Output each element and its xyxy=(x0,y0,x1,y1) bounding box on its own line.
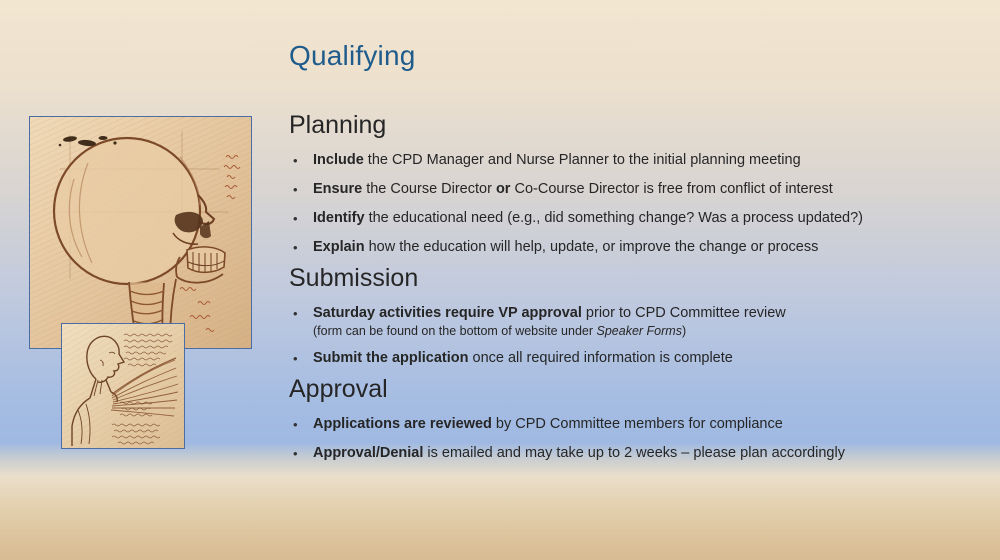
slide-title: Qualifying xyxy=(289,40,416,71)
text-segment: how the education will help, update, or improve the change or process xyxy=(364,239,819,255)
bullet-marker: • xyxy=(293,153,298,168)
bullet-text xyxy=(313,415,961,434)
slide-content xyxy=(289,40,961,463)
text-segment: or xyxy=(495,181,511,197)
skull-sketch-graphic xyxy=(30,117,251,348)
bullet-item xyxy=(289,444,961,463)
bullet-body xyxy=(313,349,961,368)
bullet-body xyxy=(313,444,961,463)
anatomy-sketch-graphic xyxy=(62,324,184,448)
bullet-marker: • xyxy=(293,240,298,255)
text-segment: Identify xyxy=(313,210,365,226)
text-segment: the Course Director xyxy=(362,181,496,197)
bullet-body xyxy=(313,151,961,170)
bullet-text xyxy=(313,151,961,170)
text-segment: Explain xyxy=(313,239,365,255)
bullet-body xyxy=(313,180,961,199)
bullet-marker: • xyxy=(293,306,298,321)
bullet-text xyxy=(313,209,961,228)
section-heading: Planning xyxy=(289,111,387,139)
bullet-body xyxy=(313,238,961,257)
bullet-marker: • xyxy=(293,211,298,226)
bullet-text xyxy=(313,304,961,323)
davinci-skull-image xyxy=(29,116,252,349)
text-segment: Approval/Denial xyxy=(313,445,424,461)
text-segment: by CPD Committee members for compliance xyxy=(491,416,783,432)
bullet-text xyxy=(313,238,961,257)
text-segment: Submit the application xyxy=(313,350,469,366)
bullet-marker: • xyxy=(293,351,298,366)
section-heading: Submission xyxy=(289,264,419,292)
text-segment: prior to CPD Committee review xyxy=(581,305,786,321)
text-segment: is emailed and may take up to 2 weeks – please plan accordingly xyxy=(423,445,845,461)
bullet-item xyxy=(289,180,961,199)
bullet-item xyxy=(289,415,961,434)
text-segment: Include xyxy=(313,152,364,168)
bullet-item xyxy=(289,304,961,339)
bullet-list xyxy=(289,151,961,257)
text-segment: Co-Course Director is free from conflict of interest xyxy=(510,181,833,197)
bullet-body xyxy=(313,304,961,339)
text-segment: Applications are reviewed xyxy=(313,416,492,432)
bullet-list xyxy=(289,415,961,463)
bullet-item xyxy=(289,151,961,170)
bullet-list xyxy=(289,304,961,368)
bullet-marker: • xyxy=(293,446,298,461)
text-segment: Saturday activities require VP approval xyxy=(313,305,582,321)
sections xyxy=(289,110,961,463)
bullet-item xyxy=(289,349,961,368)
davinci-anatomy-image xyxy=(61,323,185,449)
text-segment: Ensure xyxy=(313,181,363,197)
bullet-text xyxy=(313,349,961,368)
bullet-marker: • xyxy=(293,182,298,197)
text-segment: Speaker Forms xyxy=(596,324,682,338)
text-segment: (form can be found on the bottom of website under xyxy=(313,324,597,338)
bullet-text xyxy=(313,180,961,199)
bullet-subtext xyxy=(313,323,961,339)
bullet-body xyxy=(313,415,961,434)
text-segment: the CPD Manager and Nurse Planner to the initial planning meeting xyxy=(363,152,801,168)
bullet-marker: • xyxy=(293,417,298,432)
bullet-text xyxy=(313,444,961,463)
bullet-body xyxy=(313,209,961,228)
text-segment: once all required information is complete xyxy=(468,350,733,366)
bullet-item xyxy=(289,209,961,228)
bullet-item xyxy=(289,238,961,257)
text-segment: the educational need (e.g., did something change? Was a process updated?) xyxy=(364,210,863,226)
section-heading: Approval xyxy=(289,375,388,403)
text-segment: ) xyxy=(681,324,687,338)
